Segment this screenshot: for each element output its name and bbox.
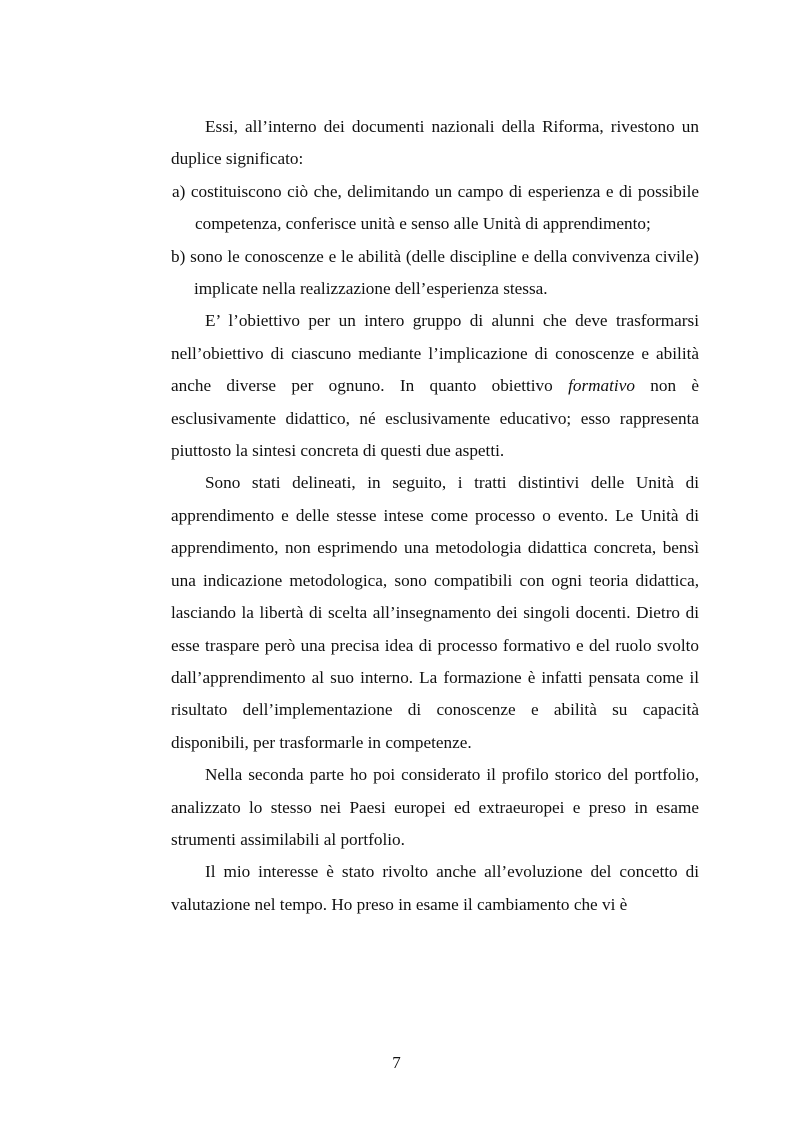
- list-item-a: [172, 176, 699, 241]
- paragraph-portfolio: Nella seconda parte ho poi considerato il profilo storico del portfolio, analizzato lo stesso nei Paesi europei ed extraeuropei e preso in esame strumenti assimilabili al portfolio.: [171, 765, 699, 849]
- page-body: [171, 111, 699, 921]
- paragraph-intro: Essi, all’interno dei documenti nazionali della Riforma, rivestono un duplice significato:: [171, 117, 699, 169]
- list-marker-a: a): [172, 181, 186, 201]
- paragraph-learning-units: Sono stati delineati, in seguito, i tratti distintivi delle Unità di apprendimento e delle stesse intese come processo o evento. Le Unità di apprendimento, non esprimendo una metodologia didattica concreta, bensì una indicazione metodologica, sono compatibili con ogni teoria didattica, lasciando la libertà di scelta all’insegnamento dei singoli docenti. Dietro di esse traspare però una precisa idea di processo formativo e del ruolo svolto dall’apprendimento al suo interno. La formazione è infatti pensata come il risultato dell’implementazione di conoscenze e abilità su capacità disponibili, per trasformarle in competenze.: [171, 473, 699, 752]
- paragraph-objective-start: E’ l’obiettivo per un intero gruppo di alunni che deve trasformarsi nell’obiettivo di ciascuno mediante l’implicazione di conoscenze e abilità anche diverse per ognuno. In quanto obiettivo: [171, 311, 699, 396]
- paragraph-evaluation: Il mio interesse è stato rivolto anche all’evoluzione del concetto di valutazione nel tempo. Ho preso in esame il cambiamento che vi è: [171, 862, 699, 914]
- paragraph-objective: [171, 305, 699, 467]
- list-text-a: costituiscono ciò che, delimitando un campo di esperienza e di possibile competenza, conferisce unità e senso alle Unità di apprendimento;: [190, 181, 700, 234]
- italic-term-formativo: formativo: [568, 376, 635, 396]
- paragraph-objective-end: non è esclusivamente didattico, né esclusivamente educativo; esso rappresenta piuttosto la sintesi concreta di questi due aspetti.: [171, 376, 700, 461]
- list-marker-b: b): [171, 246, 186, 266]
- list-text-b: sono le conoscenze e le abilità (delle discipline e della convivenza civile) implicate nella realizzazione dell’esperienza stessa.: [190, 246, 699, 299]
- list-item-b: [171, 241, 699, 306]
- page-number: 7: [392, 1053, 401, 1072]
